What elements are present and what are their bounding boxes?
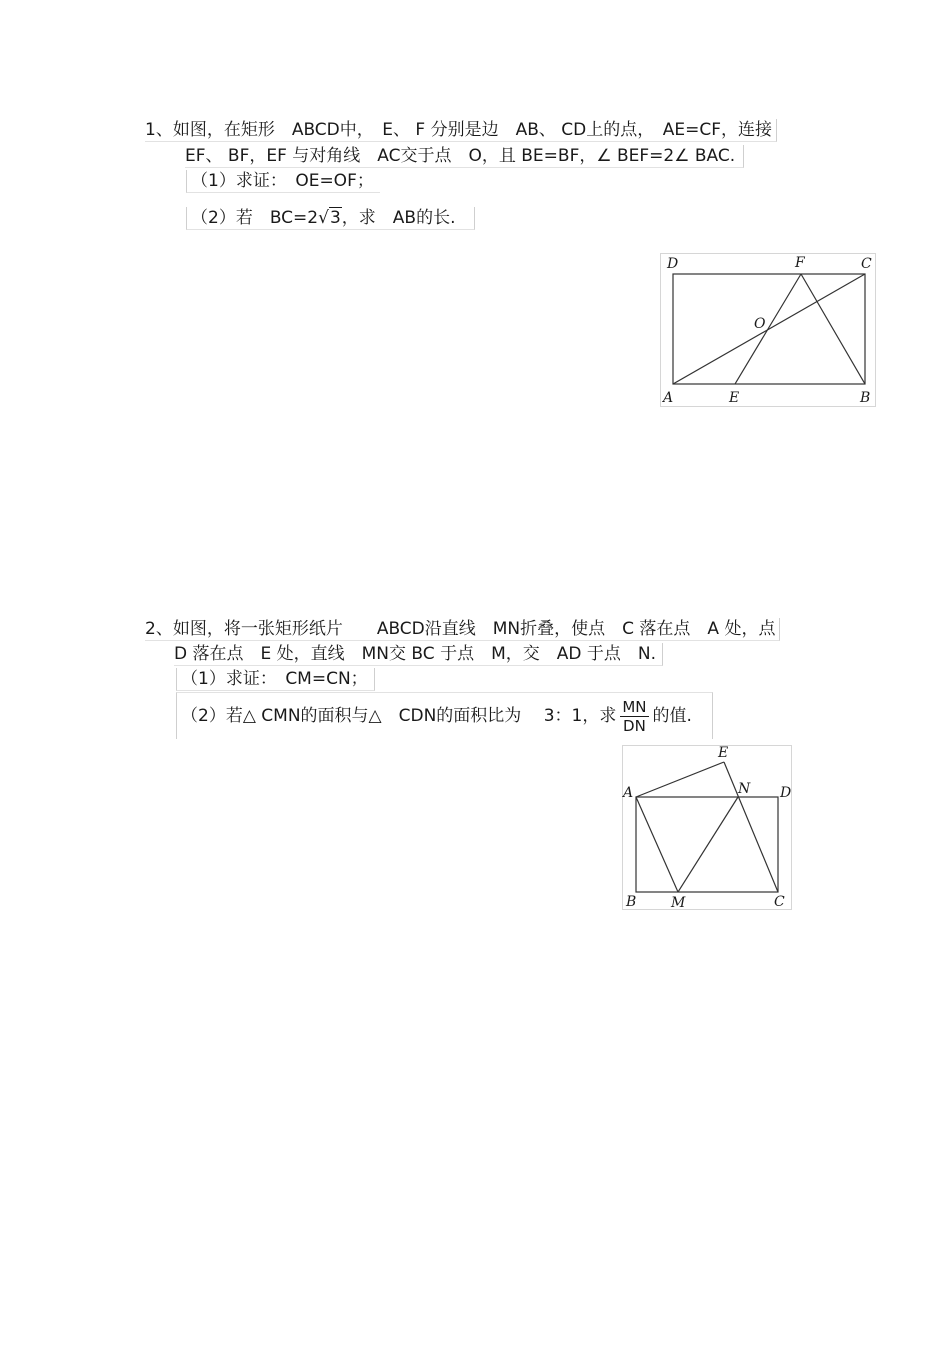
- question2-text-pre: （2）若 BC=2: [191, 208, 319, 228]
- problem1-question2: [186, 207, 475, 230]
- label-o: O: [754, 316, 766, 332]
- segment-ec: [724, 762, 778, 892]
- question1-text: （1）求证： CM=CN；: [181, 669, 368, 689]
- problem1-stem-text-2: EF、 BF，EF 与对角线 AC交于点 O，且 BE=BF，∠ BEF=2∠ BAC.: [185, 146, 736, 166]
- problem1-stem-text: 1、如图，在矩形 ABCD中， E、 F 分别是边 AB、 CD上的点， AE=CF，连接: [145, 120, 773, 140]
- label-m: M: [671, 895, 686, 911]
- label-c: C: [774, 894, 785, 910]
- fraction-numerator: MN: [622, 697, 647, 716]
- question2-text-post: ，求 AB的长.: [341, 208, 456, 228]
- label-e: E: [718, 745, 729, 761]
- label-b: B: [860, 390, 871, 406]
- problem2-figure: [618, 740, 798, 916]
- folded-rectangle-diagram: [618, 740, 798, 912]
- problem1-line2: [185, 145, 744, 168]
- label-c: C: [861, 256, 872, 272]
- label-d: D: [780, 785, 792, 801]
- segment-bf: [801, 274, 865, 384]
- segment-ae: [636, 762, 724, 797]
- problem2-question1: [176, 668, 375, 691]
- label-a: A: [663, 390, 674, 406]
- question2-text-post: 的值.: [652, 706, 692, 726]
- label-e: E: [729, 390, 740, 406]
- segment-ef: [735, 274, 801, 384]
- segment-mn: [678, 797, 738, 892]
- radicand: 3: [329, 208, 341, 228]
- problem2-stem-text-2: D 落在点 E 处，直线 MN交 BC 于点 M，交 AD 于点 N.: [174, 644, 656, 664]
- problem1-question1: [186, 170, 380, 193]
- label-d: D: [667, 256, 679, 272]
- problem2-question2: [176, 692, 713, 739]
- fraction-denominator: DN: [623, 716, 646, 735]
- rectangle-abcd-diagram: [655, 248, 880, 413]
- label-a: A: [623, 785, 634, 801]
- problem2-line2: [174, 643, 663, 666]
- question2-text-pre: （2）若△ CMN的面积与△ CDN的面积比为 3：1，求: [181, 706, 617, 726]
- problem2-stem-text: 2、如图，将一张矩形纸片 ABCD沿直线 MN折叠，使点 C 落在点 A 处，点: [145, 619, 776, 639]
- label-b: B: [626, 894, 637, 910]
- sqrt-expression: √3: [318, 208, 341, 228]
- problem2-line1: [145, 618, 780, 641]
- fraction-mn-over-dn: [620, 698, 648, 735]
- label-f: F: [795, 255, 805, 271]
- question1-text: （1）求证： OE=OF；: [191, 171, 374, 191]
- segment-am: [636, 797, 678, 892]
- label-n: N: [738, 781, 751, 797]
- diagonal-ac: [673, 274, 865, 384]
- problem1-figure: [655, 248, 880, 417]
- problem1-line1: [145, 119, 777, 142]
